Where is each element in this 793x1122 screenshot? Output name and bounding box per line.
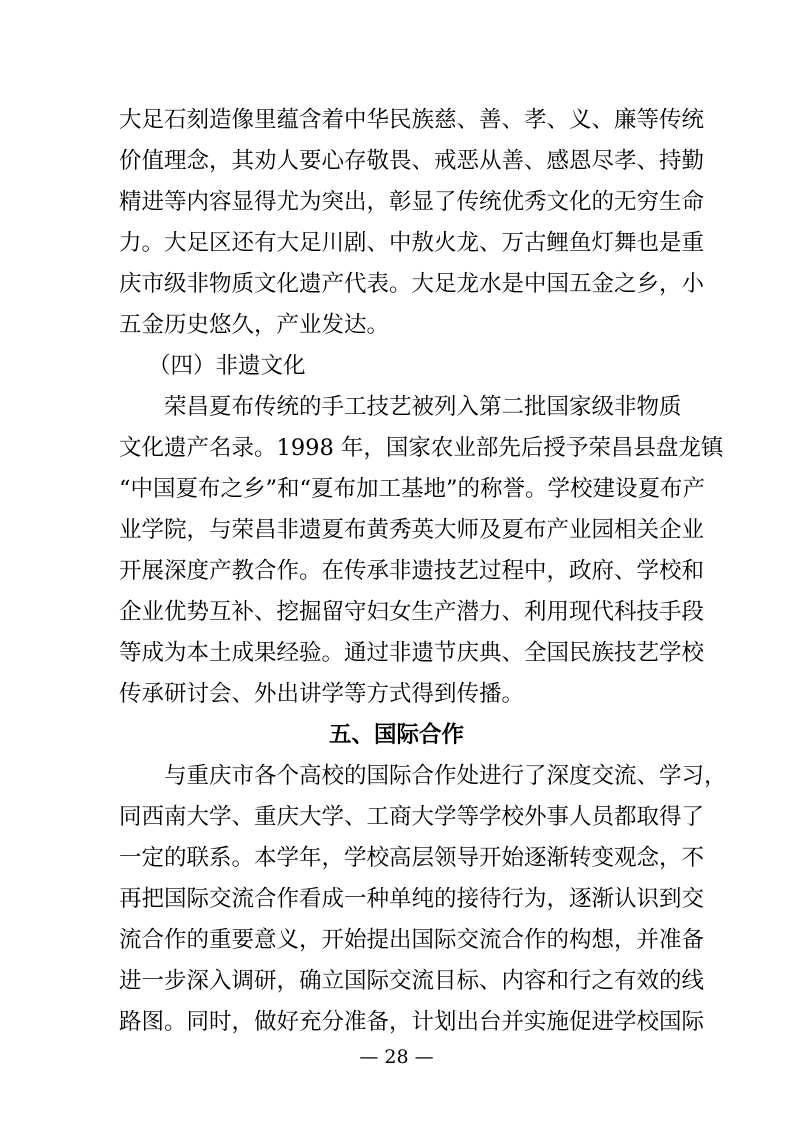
paragraph-line: 与重庆市各个高校的国际合作处进行了深度交流、学习，: [164, 763, 727, 789]
paragraph-line: 业学院，与荣昌非遗夏布黄秀英大师及夏布产业园相关企业: [119, 517, 705, 543]
paragraph-line: 五金历史悠久，产业发达。: [119, 312, 390, 338]
paragraph-line: 大足石刻造像里蕴含着中华民族慈、善、孝、义、廉等传统: [119, 107, 705, 133]
paragraph-line: 荣昌夏布传统的手工技艺被列入第二批国家级非物质: [164, 394, 682, 420]
section-subheading: （四）非遗文化: [148, 353, 306, 379]
paragraph-line: 文化遗产名录。1998 年，国家农业部先后授予荣昌县盘龙镇: [119, 435, 724, 461]
paragraph-line: 路图。同时，做好充分准备，计划出台并实施促进学校国际: [119, 1009, 705, 1035]
paragraph-line: 开展深度产教合作。在传承非遗技艺过程中，政府、学校和: [119, 558, 705, 584]
paragraph-line: 庆市级非物质文化遗产代表。大足龙水是中国五金之乡，小: [119, 271, 705, 297]
page-number: — 28 —: [359, 1046, 434, 1068]
paragraph-line: 再把国际交流合作看成一种单纯的接待行为，逐渐认识到交: [119, 886, 705, 912]
paragraph-line: 价值理念，其劝人要心存敬畏、戒恶从善、感恩尽孝、持勤: [119, 148, 705, 174]
section-heading: 五、国际合作: [328, 722, 464, 748]
paragraph-line: “中国夏布之乡”和“夏布加工基地”的称誉。学校建设夏布产: [119, 476, 706, 502]
paragraph-line: 企业优势互补、挖掘留守妇女生产潜力、利用现代科技手段: [119, 599, 705, 625]
paragraph-line: 等成为本土成果经验。通过非遗节庆典、全国民族技艺学校: [119, 640, 705, 666]
paragraph-line: 同西南大学、重庆大学、工商大学等学校外事人员都取得了: [119, 804, 705, 830]
paragraph-line: 流合作的重要意义，开始提出国际交流合作的构想，并准备: [119, 927, 705, 953]
paragraph-line: 力。大足区还有大足川剧、中敖火龙、万古鲤鱼灯舞也是重: [119, 230, 705, 256]
paragraph-line: 传承研讨会、外出讲学等方式得到传播。: [119, 681, 525, 707]
paragraph-line: 进一步深入调研，确立国际交流目标、内容和行之有效的线: [119, 968, 705, 994]
paragraph-line: 精进等内容显得尤为突出，彰显了传统优秀文化的无穷生命: [119, 189, 705, 215]
paragraph-line: 一定的联系。本学年，学校高层领导开始逐渐转变观念，不: [119, 845, 705, 871]
